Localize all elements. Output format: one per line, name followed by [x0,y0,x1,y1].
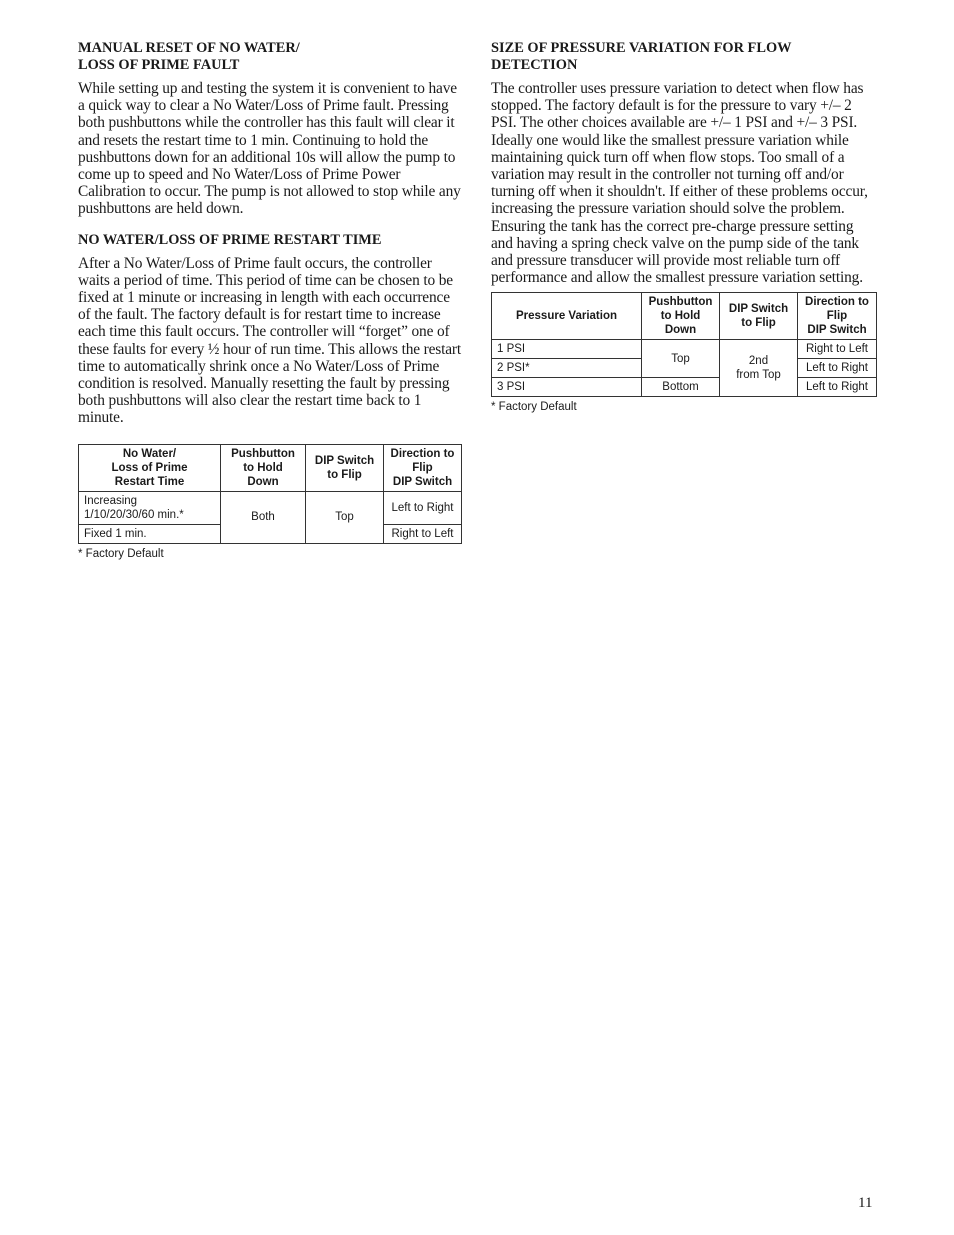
table-header: Direction to Flip DIP Switch [384,444,462,491]
table-cell: Right to Left [798,340,877,359]
table-cell: 2nd from Top [720,340,798,397]
heading-line: LOSS OF PRIME FAULT [78,57,240,73]
left-column [78,40,462,560]
table-header: Pushbutton to Hold Down [221,444,306,491]
table-cell: Left to Right [798,378,877,397]
table-cell: 1 PSI [492,340,642,359]
table-cell: Increasing 1/10/20/30/60 min.* [79,491,221,524]
heading-line: MANUAL RESET OF NO WATER/ [78,40,300,56]
pressure-variation-table [491,292,877,397]
section-heading-pressure-variation [491,40,877,74]
table-cell: Bottom [642,378,720,397]
section-heading-manual-reset [78,40,462,74]
table-header: Pressure Variation [492,293,642,340]
table-cell: 2 PSI* [492,359,642,378]
table-cell: 3 PSI [492,378,642,397]
table-header: Direction to Flip DIP Switch [798,293,877,340]
table-header: DIP Switch to Flip [306,444,384,491]
restart-time-table [78,444,462,544]
paragraph-pressure-variation: The controller uses pressure variation to detect when flow has stopped. The factory default is for the pressure to vary +/– 2 PSI. The other choices available are +/– 1 PSI and +/– 3 PSI. Ideally one would like the smallest pressure variation while maintaining quick turn off when flow stops. Too small of a variation may result in the controller not turning off and/or turning off when it shouldn't. If either of these problems occur, increasing the pressure variation should solve the problem. Ensuring the tank has the correct pre-charge pressure setting and having a spring check valve on the pump side of the tank and pressure transducer will provide most reliable turn off performance and allow the smallest pressure variation setting. [491,80,868,287]
table-footnote: * Factory Default [78,547,164,560]
table-header: No Water/ Loss of Prime Restart Time [79,444,221,491]
paragraph-restart-time: After a No Water/Loss of Prime fault occurs, the controller waits a period of time. This period of time can be chosen to be fixed at 1 minute or increasing in length with each occurrence of the fault. The factory default is for restart time to increase each time this fault occurs. The controller will “forget” one of these faults for every ½ hour of run time. This allows the restart time to automatically shrink once a No Water/Loss of Prime condition is resolved. Manually resetting the fault by pressing both pushbuttons will also clear the restart time back to 1 minute. [78,254,462,427]
paragraph-manual-reset: While setting up and testing the system it is convenient to have a quick way to clear a No Water/Loss of Prime fault. Pressing both pushbuttons while the controller has this fault will clear it and resets the restart time to 1 min. Continuing to hold the pushbuttons down for an additional 10s will allow the pump to come up to speed and No Water/Loss of Prime Power Calibration to occur. The pump is not allowed to stop while any pushbuttons are held down. [78,80,461,218]
table-cell: Right to Left [384,524,462,543]
table-footnote: * Factory Default [491,401,577,414]
table-cell: Left to Right [384,491,462,524]
heading-line: SIZE OF PRESSURE VARIATION FOR FLOW [491,40,792,56]
table-cell: Both [221,491,306,543]
heading-line: DETECTION [491,57,578,73]
right-column [491,40,877,413]
table-cell: Left to Right [798,359,877,378]
table-header: DIP Switch to Flip [720,293,798,340]
table-cell: Top [306,491,384,543]
table-cell: Fixed 1 min. [79,524,221,543]
page-number: 11 [858,1195,873,1211]
table-header: Pushbutton to Hold Down [642,293,720,340]
table-cell: Top [642,340,720,378]
section-heading-restart-time: NO WATER/LOSS OF PRIME RESTART TIME [78,231,382,248]
